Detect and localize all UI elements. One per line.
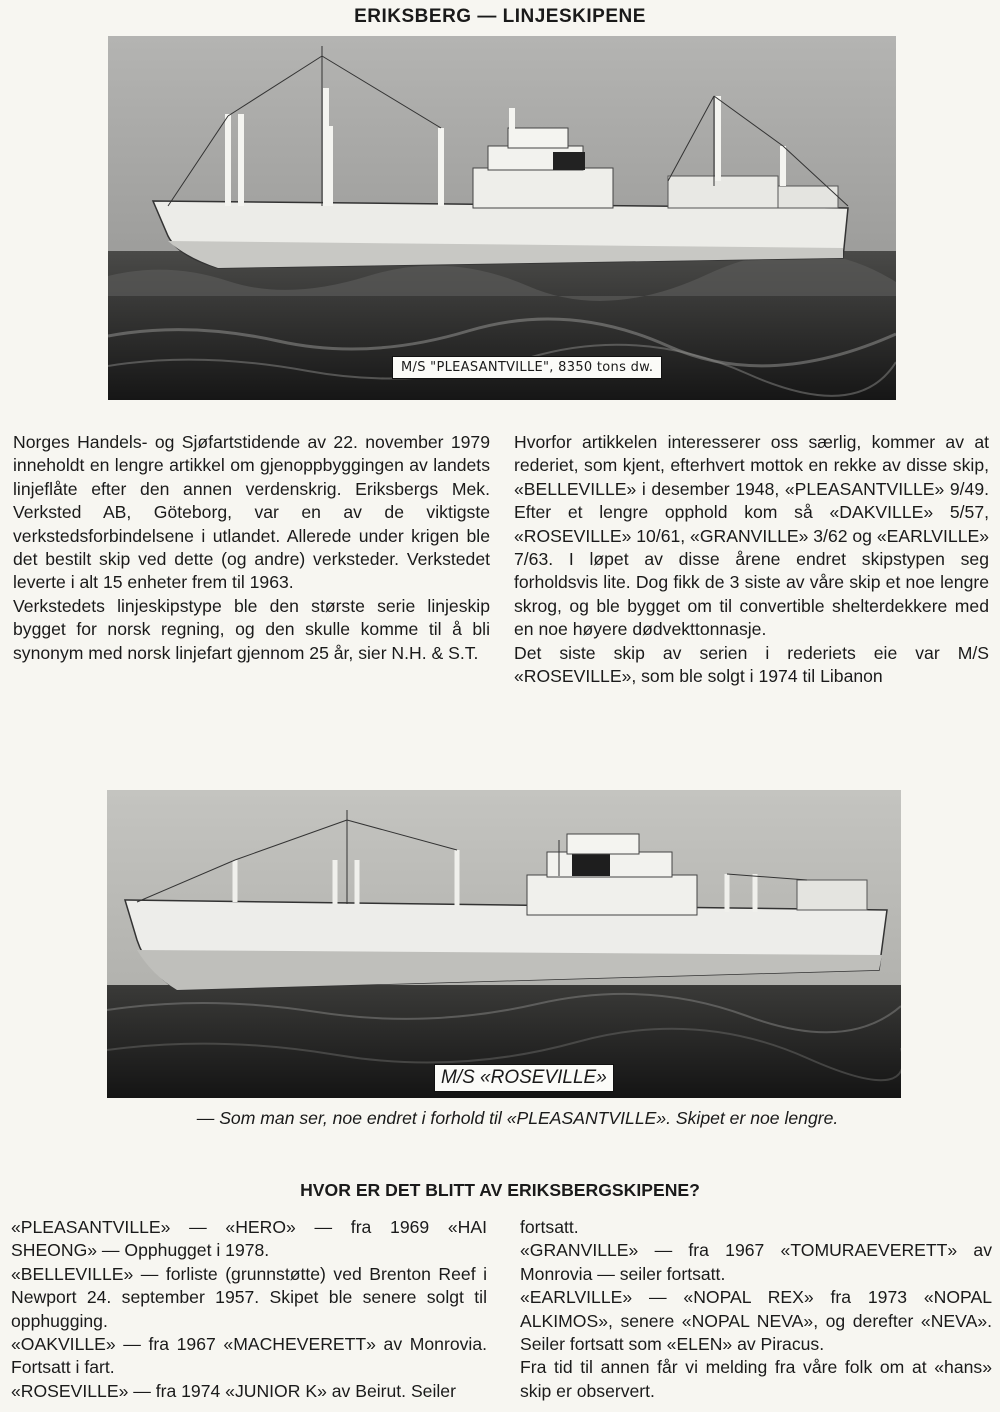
ship-photo-roseville [107,790,901,1098]
ship-fate-entry: «OAKVILLE» — fra 1967 «MACHEVERETT» av Monrovia. Fortsatt i fart. [11,1334,487,1378]
ship-fate-entry: «PLEASANTVILLE» — «HERO» — fra 1969 «HAI SHEONG» — Opphugget i 1978. [11,1217,487,1261]
ship-fate-entry: «BELLEVILLE» — forliste (grunnstøtte) ved Brenton Reef i Newport 24. september 1957. Skipet ble senere solgt til opphugging. [11,1263,487,1331]
photo-caption-pleasantville: M/S "PLEASANTVILLE", 8350 tons dw. [392,356,662,379]
section-heading: HVOR ER DET BLITT AV ERIKSBERGSKIPENE? [300,1180,700,1200]
ship-fate-entry: fortsatt. [520,1217,579,1237]
section-left-column [11,1216,487,1403]
ship-fate-entry: Fra tid til annen får vi melding fra våre folk om at «hans» skip er observert. [520,1357,992,1401]
article-left-column [13,431,490,665]
photo-subcaption: — Som man ser, noe endret i forhold til «PLEASANTVILLE». Skipet er noe lengre. [196,1108,839,1128]
ship-fate-entry: «ROSEVILLE» — fra 1974 «JUNIOR K» av Beirut. Seiler [11,1380,456,1401]
ship-photo-pleasantville [108,36,896,400]
ship-fate-entry: «EARLVILLE» — «NOPAL REX» fra 1973 «NOPAL ALKIMOS», senere «NOPAL NEVA», og derefter «NEVA». Seiler fortsatt som «ELEN» av Piracus. [520,1287,992,1355]
photo-caption-roseville: M/S «ROSEVILLE» [434,1064,614,1092]
page-title: ERIKSBERG — LINJESKIPENE [354,6,646,27]
article-right-column [514,431,989,688]
article-paragraph: Hvorfor artikkelen interesserer oss særlig, kommer av at rederiet, som kjent, efterhvert mottok en rekke av disse skip, «BELLEVILLE» i desember 1948, «PLEASANTVILLE» 9/49. Efter et lengre opphold kom så «DAKVILLE» 5/57, «ROSEVILLE» 10/61, «GRANVILLE» 3/62 og «EARLVILLE» 7/63. I løpet av disse årene endret skipstypen seg forholdsvis lite. Dog fikk de 3 siste av våre skip et noe lengre skrog, og ble bygget om til convertible shelterdekkere med en noe høyere dødvekttonnasje. [514,432,990,640]
section-right-column [520,1216,992,1403]
article-paragraph: Det siste skip av serien i rederiets eie var M/S «ROSEVILLE», som ble solgt i 1974 til Libanon [514,642,989,687]
article-paragraph: Verkstedets linjeskipstype ble den største serie linjeskip bygget for norsk regning, og den skulle komme til å bli synonym med norsk linjefart gjennom 25 år, sier N.H. & S.T. [13,595,490,663]
ship-fate-entry: «GRANVILLE» — fra 1967 «TOMURAEVERETT» av Monrovia — seiler fortsatt. [520,1240,992,1284]
article-paragraph: Norges Handels- og Sjøfartstidende av 22. november 1979 inneholdt en lengre artikkel om gjenoppbyggingen av landets linjeflåte efter den annen verdenskrig. Eriksbergs Mek. Verksted AB, Göteborg, var en av de viktigste verkstedsforbindelsene i utlandet. Allerede under krigen ble det bestilt skip ved dette (og andre) verksteder. Verkstedet leverte i alt 15 enheter frem til 1963. [13,432,490,593]
